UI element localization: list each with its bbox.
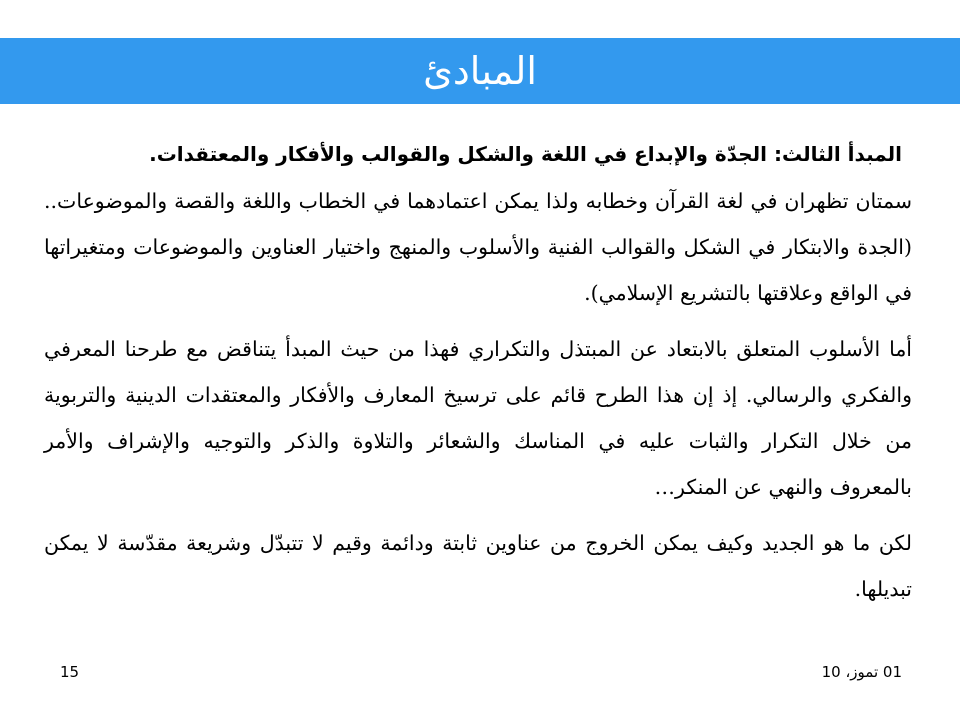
slide-content <box>44 138 912 622</box>
page-number: 15 <box>60 663 80 681</box>
slide-title: المبادئ <box>423 49 537 93</box>
principle-heading: المبدأ الثالث: الجدّة والإبداع في اللغة والشكل والقوالب والأفكار والمعتقدات. <box>149 142 902 166</box>
paragraph-2: أما الأسلوب المتعلق بالابتعاد عن المبتذل والتكراري فهذا من حيث المبدأ يتناقض مع طرحنا المعرفي والفكري والرسالي. إذ إن هذا الطرح قائم على ترسيخ المعارف والأفكار والمعتقدات الدينية والتربوية من خلال التكرار والثبات عليه في المناسك والشعائر والتلاوة والذكر والتوجيه والإشراف والأمر بالمعروف والنهي عن المنكر… <box>44 337 912 499</box>
footer-date: 01 تموز، 10 <box>821 663 902 681</box>
paragraph-3: لكن ما هو الجديد وكيف يمكن الخروج من عناوين ثابتة ودائمة وقيم لا تتبدّل وشريعة مقدّسة لا يمكن تبديلها. <box>44 531 912 601</box>
paragraph-1: سمتان تظهران في لغة القرآن وخطابه ولذا يمكن اعتمادهما في الخطاب واللغة والقصة والموضوعات.. (الجدة والابتكار في الشكل والقوالب الفنية والأسلوب والمنهج واختيار العناوين والموضوعات ومتغيراتها في الواقع وعلاقتها بالتشريع الإسلامي). <box>44 189 912 305</box>
title-bar <box>0 38 960 104</box>
